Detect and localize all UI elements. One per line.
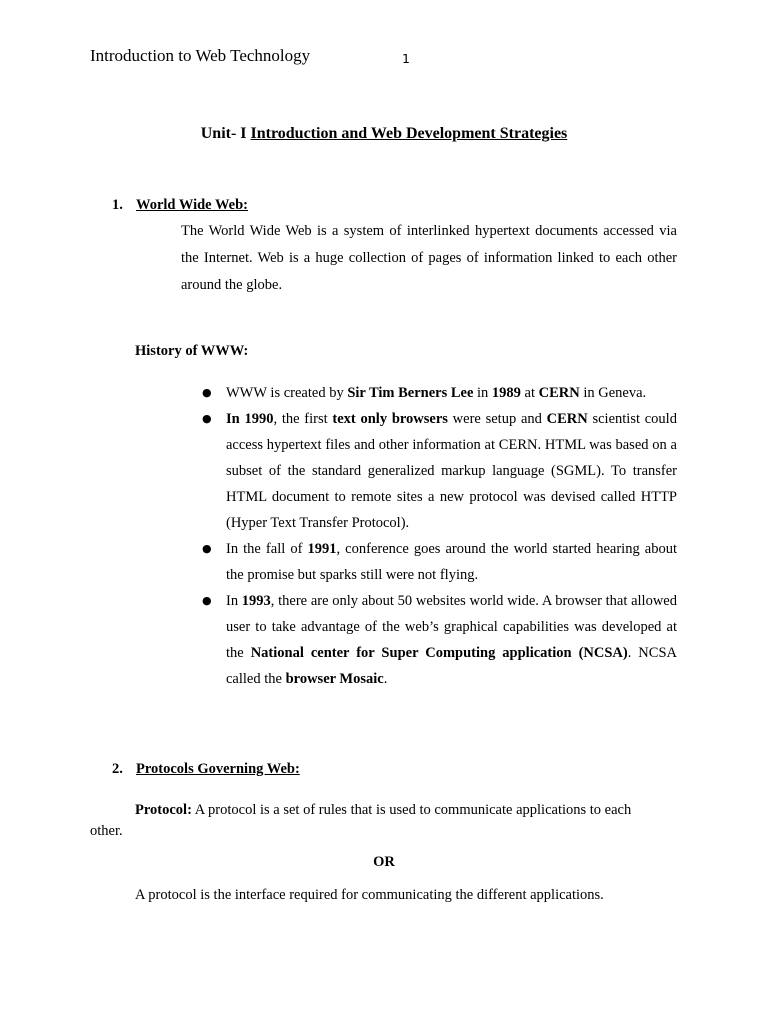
unit-title: [0, 125, 768, 143]
list-item: ● In 1990, the first text only browsers were setup and CERN scientist could access hypertext files and other information at CERN. HTML was based on a subset of the standard generalized markup language (SGML). To transfer HTML document to remote sites a new protocol was devised called HTTP (Hyper Text Transfer Protocol).: [200, 406, 677, 536]
protocol-alt-definition: A protocol is the interface required for communicating the different applications.: [135, 887, 604, 903]
protocol-label: Protocol:: [135, 802, 192, 818]
section-number: 2.: [112, 761, 123, 777]
or-separator: OR: [373, 854, 395, 870]
list-item: ● WWW is created by Sir Tim Berners Lee in 1989 at CERN in Geneva.: [200, 380, 677, 406]
history-bullet-list: [200, 380, 677, 692]
www-definition-paragraph: The World Wide Web is a system of interlinked hypertext documents accessed via the Internet. Web is a huge collection of pages of information linked to each other around the globe.: [181, 223, 677, 293]
protocol-definition: [135, 800, 631, 820]
bullet-icon: ●: [202, 412, 212, 425]
section-heading-protocols: [112, 761, 300, 778]
bullet-icon: ●: [202, 594, 212, 607]
section-heading-text: Protocols Governing Web:: [136, 761, 300, 777]
running-header-title: Introduction to Web Technology: [90, 46, 311, 65]
section-heading-world-wide-web: [112, 197, 248, 214]
section-heading-text: World Wide Web:: [136, 197, 248, 213]
page-number: 1: [402, 51, 410, 66]
bullet-icon: ●: [202, 542, 212, 555]
section-number: 1.: [112, 197, 123, 213]
unit-prefix: Unit- I: [200, 125, 251, 142]
protocol-text: A protocol is a set of rules that is used to communicate applications to each: [191, 802, 632, 818]
protocol-definition-continued: other.: [90, 823, 123, 839]
bullet-icon: ●: [202, 386, 212, 399]
list-item: ● In the fall of 1991, conference goes around the world started hearing about the promise but sparks still were not flying.: [200, 536, 677, 588]
history-heading: History of WWW:: [135, 343, 249, 359]
list-item: ● In 1993, there are only about 50 websites world wide. A browser that allowed user to take advantage of the web’s graphical capabilities was developed at the National center for Super Computing application (NCSA). NCSA called the browser Mosaic.: [200, 588, 677, 692]
unit-title-text: Introduction and Web Development Strategies: [250, 125, 568, 142]
